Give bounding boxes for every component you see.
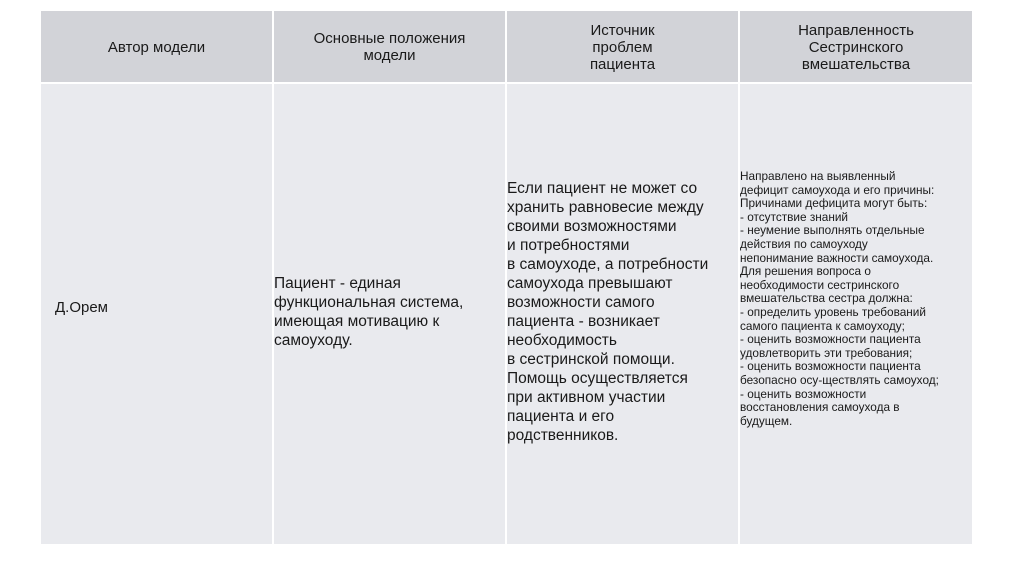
cell-author: Д.Орем [55,299,108,316]
header-author: Автор модели [107,38,206,56]
cell-problem-source: Если пациент не может со хранить равновесие между своими возможностями и потребностями в самоуходе, а потребности самоухода превышают возможности самого пациента - возникает необходимость в сестринской помощи. Помощь осуществляется при активном участии пациента и его родственников. [507,180,709,444]
header-principles: Основные положения модели [313,30,466,64]
header-nursing-intervention: Направленность Сестринского вмешательства [798,21,914,73]
cell-nursing-intervention: Направлено на выявленный дефицит самоухода и его причины: Причинами дефицита могут быть: - отсутствие знаний - неумение выполнять отдельные действия по самоуходу непонимание важности самоухода. Для решения вопроса о необходимости сестринского вмешательства сестра должна: - определить уровень требований самого пациента к самоуходу; - оценить возможности пациента удовлетворить эти требования; - оценить возможности пациента безопасно осу-ществлять самоуход; - оценить возможности восстановления самоухода в будущем. [740,169,939,428]
cell-principles: Пациент - единая функциональная система, имеющая мотивацию к самоуходу. [274,275,464,349]
nursing-model-table [41,11,972,544]
header-problem-source: Источник проблем пациента [589,21,656,73]
